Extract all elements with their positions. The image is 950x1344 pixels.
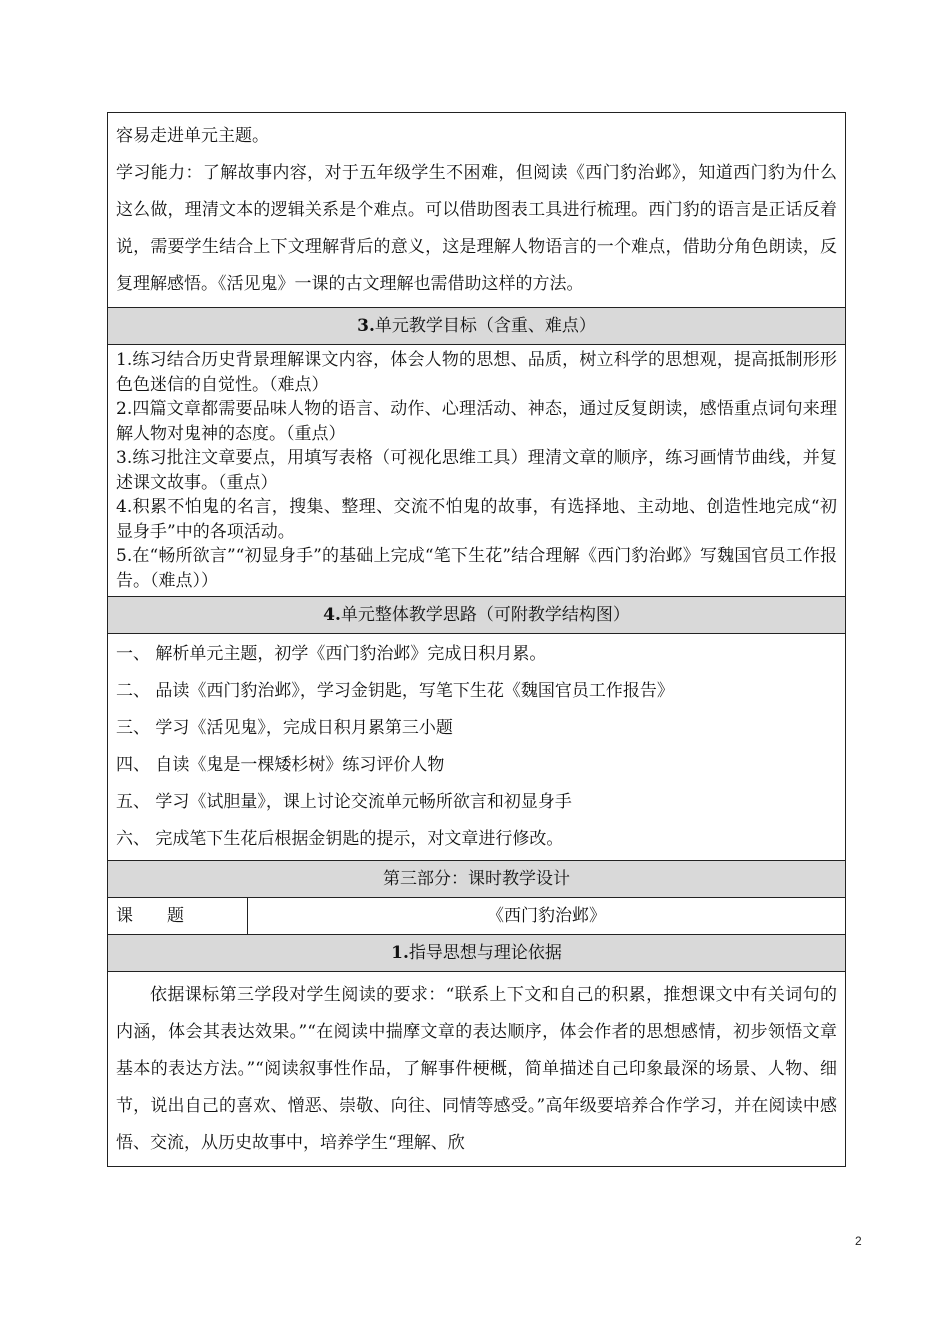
guide-title: 指导思想与理论依据 [408,943,562,963]
lesson-title-row [108,898,845,935]
guide-paragraph: 依据课标第三学段对学生阅读的要求：“联系上下文和自己的积累，推想课文中有关词句的内涵，体会其表达效果。”“在阅读中揣摩文章的表达顺序，体会作者的思想感情，初步领悟文章基本的表达方法。”“阅读叙事性作品，了解事件梗概，简单描述自己印象最深的场景、人物、细节，说出自己的喜欢、憎恶、崇敬、向往、同情等感受。”高年级要培养合作学习，并在阅读中感悟、交流，从历史故事中，培养学生“理解、欣 [116,985,837,1153]
goal-item: 5.在“畅所欲言”“初显身手”的基础上完成“笔下生花”结合理解《西门豹治邺》写魏国官员工作报告。（难点）） [116,546,837,591]
lesson-label-cell [108,898,248,934]
part3-header [108,861,845,898]
document-table [107,112,846,1167]
guide-title-number: 1. [391,943,409,963]
goal-item: 2.四篇文章都需要品味人物的语言、动作、心理活动、神态，通过反复朗读，感悟重点词句来理解人物对鬼神的态度。（重点） [116,399,837,444]
plan-item: 一、 解析单元主题，初学《西门豹治邺》完成日积月累。 [116,644,547,664]
plan-item: 四、 自读《鬼是一棵矮杉树》练习评价人物 [116,755,445,775]
learning-analysis-cell [108,113,845,308]
continuation-text: 容易走进单元主题。 [116,126,269,146]
page-number: 2 [855,1234,862,1248]
plan-item: 二、 品读《西门豹治邺》，学习金钥匙，写笔下生花《魏国官员工作报告》 [116,681,674,701]
goal-item: 1.练习结合历史背景理解课文内容，体会人物的思想、品质，树立科学的思想观，提高抵制形形色色迷信的自觉性。（难点） [116,350,837,395]
goals-title: 单元教学目标（含重、难点） [374,316,596,336]
plan-item: 五、 学习《试胆量》，课上讨论交流单元畅所欲言和初显身手 [116,792,572,812]
lesson-label-b: 题 [167,906,184,926]
plan-title-number: 4. [323,605,341,625]
plan-item: 六、 完成笔下生花后根据金钥匙的提示，对文章进行修改。 [116,829,564,849]
plan-title: 单元整体教学思路（可附教学结构图） [340,605,630,625]
goal-item: 4.积累不怕鬼的名言，搜集、整理、交流不怕鬼的故事，有选择地、主动地、创造性地完成“初显身手”中的各项活动。 [116,497,837,542]
goal-item: 3.练习批注文章要点，用填写表格（可视化思维工具）理清文章的顺序，练习画情节曲线，并复述课文故事。（重点） [116,448,837,493]
guide-header [108,935,845,972]
goals-title-number: 3. [357,316,375,336]
plan-cell [108,634,845,861]
goals-header [108,308,845,345]
part3-title: 第三部分：课时教学设计 [383,869,570,889]
lesson-value: 《西门豹治邺》 [487,906,606,926]
lesson-label-a: 课 [116,906,133,926]
learning-ability-paragraph: 学习能力：了解故事内容，对于五年级学生不困难，但阅读《西门豹治邺》，知道西门豹为什么这么做，理清文本的逻辑关系是个难点。可以借助图表工具进行梳理。西门豹的语言是正话反着说，需要学生结合上下文理解背后的意义，这是理解人物语言的一个难点，借助分角色朗读，反复理解感悟。《活见鬼》一课的古文理解也需借助这样的方法。 [116,163,837,294]
guide-cell [108,972,845,1166]
plan-header [108,597,845,634]
plan-item: 三、 学习《活见鬼》，完成日积月累第三小题 [116,718,453,738]
goals-cell [108,345,845,597]
